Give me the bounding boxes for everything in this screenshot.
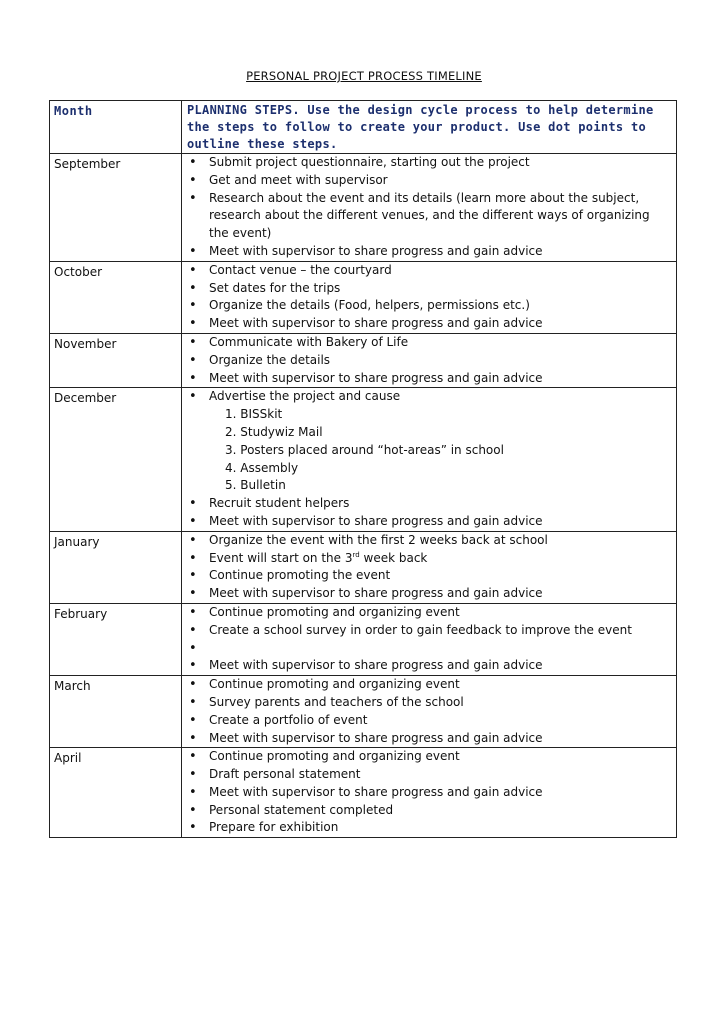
bullet-icon: • — [189, 155, 197, 170]
steps-cell — [182, 388, 677, 531]
bullet-icon: • — [189, 389, 197, 405]
list-item: • Advertise the project and cause 1. BISSkit 2. Studywiz Mail 3. Posters placed around “hot-areas” in school 4. Assembly 5. Bulletin — [187, 388, 672, 495]
table-row — [50, 748, 677, 838]
month-cell: March — [50, 676, 182, 748]
bullet-icon: • — [189, 640, 197, 656]
bullet-icon: • — [189, 749, 197, 765]
steps-cell — [182, 154, 677, 262]
bullet-icon: • — [189, 712, 197, 728]
sub-list-item: 4. Assembly — [225, 460, 299, 475]
sub-list-item: 3. Posters placed around “hot-areas” in school — [225, 442, 504, 457]
bullet-icon: • — [189, 298, 197, 314]
bullet-icon: • — [189, 658, 197, 674]
bullet-icon: • — [189, 622, 197, 638]
sub-list-item: 2. Studywiz Mail — [225, 424, 323, 439]
bullet-icon: • — [189, 694, 197, 710]
list-item: • Meet with supervisor to share progress and gain advice — [189, 658, 543, 674]
planning-steps-column-header: PLANNING STEPS. Use the design cycle process to help determine the steps to follow to create your product. Use dot points to outline these steps. — [182, 101, 677, 154]
list-item: • Organize the details — [189, 352, 331, 368]
list-item: • Personal statement completed — [189, 802, 394, 818]
table-row — [50, 154, 677, 262]
bullet-icon: • — [189, 316, 197, 332]
list-item: • Organize the event with the first 2 weeks back at school — [189, 532, 548, 548]
list-item: • Organize the details (Food, helpers, permissions etc.) — [189, 298, 530, 314]
steps-cell — [182, 603, 677, 675]
list-item: • Set dates for the trips — [189, 280, 341, 296]
list-item: • Meet with supervisor to share progress and gain advice — [189, 730, 543, 746]
steps-cell — [182, 261, 677, 333]
sub-list-item: 5. Bulletin — [225, 478, 286, 493]
list-item: • Meet with supervisor to share progress and gain advice — [189, 370, 543, 386]
bullet-icon: • — [189, 334, 197, 350]
table-row — [50, 676, 677, 748]
list-item: • Continue promoting and organizing event — [189, 749, 460, 765]
month-cell: February — [50, 603, 182, 675]
table-row — [50, 333, 677, 387]
document-title: PERSONAL PROJECT PROCESS TIMELINE — [246, 69, 482, 83]
bullet-icon: • — [189, 730, 197, 746]
bullet-icon: • — [189, 550, 197, 566]
list-item: • Meet with supervisor to share progress and gain advice — [189, 586, 543, 602]
bullet-icon: • — [189, 677, 197, 693]
list-item: • Meet with supervisor to share progress and gain advice — [189, 784, 543, 800]
steps-cell — [182, 333, 677, 387]
list-item — [187, 640, 672, 658]
bullet-icon: • — [189, 568, 197, 584]
list-item: • Continue promoting and organizing event — [189, 677, 460, 693]
timeline-table — [49, 100, 677, 838]
table-row — [50, 603, 677, 675]
list-item: • Meet with supervisor to share progress and gain advice — [189, 316, 543, 332]
list-item: • Continue promoting and organizing event — [189, 604, 460, 620]
bullet-icon: • — [189, 496, 197, 512]
list-item: • Continue promoting the event — [189, 568, 391, 584]
month-column-header: Month — [50, 101, 182, 154]
list-item: • Get and meet with supervisor — [189, 172, 388, 188]
list-item: • Communicate with Bakery of Life — [189, 334, 409, 350]
bullet-icon: • — [189, 370, 197, 386]
list-item: • Research about the event and its details (learn more about the subject, research about the different venues, and the different ways of organizing the event) — [189, 190, 650, 241]
sub-list-item: 1. BISSkit — [225, 407, 283, 422]
bullet-icon: • — [189, 262, 197, 278]
list-item: • Recruit student helpers — [189, 496, 350, 512]
bullet-icon: • — [189, 532, 197, 548]
bullet-icon: • — [189, 172, 197, 188]
table-header-row — [50, 101, 677, 154]
list-item: • Submit project questionnaire, starting out the project — [189, 155, 530, 170]
month-cell: September — [50, 154, 182, 262]
bullet-icon: • — [189, 513, 197, 529]
month-cell: December — [50, 388, 182, 531]
list-item: • Draft personal statement — [189, 767, 361, 783]
bullet-icon: • — [189, 352, 197, 368]
bullet-icon: • — [189, 604, 197, 620]
list-item: • Prepare for exhibition — [189, 820, 339, 836]
steps-cell — [182, 748, 677, 838]
list-item: • Meet with supervisor to share progress and gain advice — [189, 243, 543, 259]
numbered-sublist — [209, 406, 672, 495]
table-row — [50, 388, 677, 531]
bullet-icon: • — [189, 280, 197, 296]
month-cell: November — [50, 333, 182, 387]
list-item: • Contact venue – the courtyard — [189, 262, 392, 278]
bullet-icon: • — [189, 767, 197, 783]
list-item: • Create a portfolio of event — [189, 712, 368, 728]
month-cell: October — [50, 261, 182, 333]
table-row — [50, 531, 677, 603]
list-item: • Survey parents and teachers of the school — [189, 694, 464, 710]
bullet-icon: • — [189, 586, 197, 602]
table-row — [50, 261, 677, 333]
list-item: • Event will start on the 3rd week back — [189, 550, 428, 566]
list-item: • Create a school survey in order to gain feedback to improve the event — [189, 622, 632, 638]
bullet-icon: • — [189, 802, 197, 818]
steps-cell — [182, 531, 677, 603]
bullet-icon: • — [189, 190, 197, 206]
steps-cell — [182, 676, 677, 748]
bullet-icon: • — [189, 820, 197, 836]
month-cell: January — [50, 531, 182, 603]
list-item: • Meet with supervisor to share progress and gain advice — [189, 513, 543, 529]
month-cell: April — [50, 748, 182, 838]
bullet-icon: • — [189, 243, 197, 259]
bullet-icon: • — [189, 784, 197, 800]
